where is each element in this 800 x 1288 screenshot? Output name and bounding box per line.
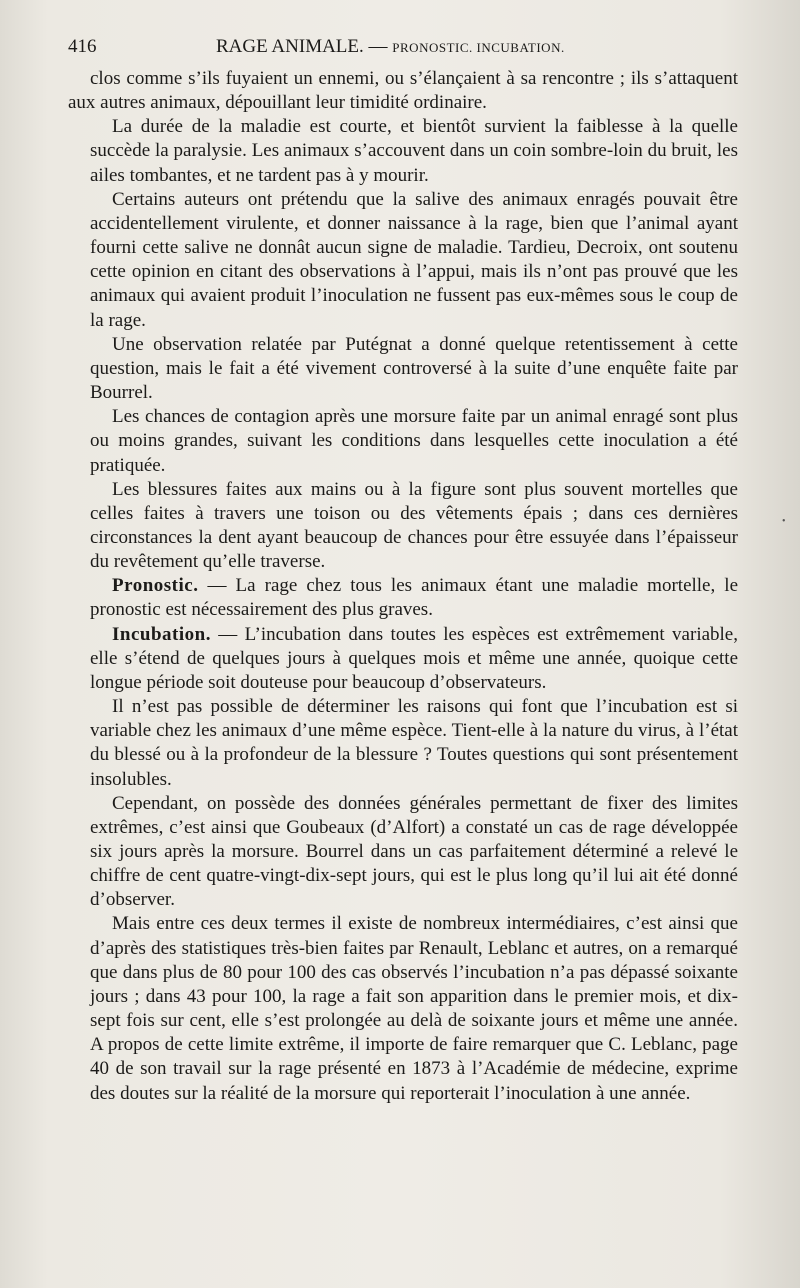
paragraph-text: La durée de la maladie est courte, et bientôt survient la faiblesse à la quelle succède la paralysie. Les animaux s’accouvent dans un coin sombre-loin du bruit, les ailes tombantes, et ne tardent pas à y mourir.	[90, 116, 738, 186]
running-subtitle: PRONOSTIC. INCUBATION.	[392, 40, 565, 55]
paragraph-text: Les chances de contagion après une morsure faite par un animal enragé sont plus ou moins grandes, suivant les conditions dans lesquelles cette inoculation a été pratiquée.	[90, 406, 738, 476]
paragraph-2	[90, 115, 738, 187]
section-heading-incubation: Incubation.	[112, 623, 211, 645]
paragraph-5	[90, 405, 738, 477]
paragraph-6	[90, 478, 738, 575]
paragraph-11	[90, 912, 738, 1105]
paragraph-3	[90, 188, 738, 333]
paragraph-text: — L’incubation dans toutes les espèces est extrêmement variable, elle s’étend de quelques jours à quelques mois et même une année, quoique cette longue période soit douteuse pour beaucoup d’observateurs.	[90, 623, 738, 693]
running-title-main: RAGE ANIMALE.	[216, 36, 364, 57]
running-title	[216, 34, 565, 61]
paragraph-1	[68, 67, 738, 115]
page-number: 416	[68, 36, 97, 57]
body-text	[68, 67, 738, 1106]
section-heading-pronostic: Pronostic.	[112, 575, 199, 597]
paragraph-text: Mais entre ces deux termes il existe de nombreux intermédiaires, c’est ainsi que d’après des statistiques très-bien faites par Renault, Leblanc et autres, on a remarqué que dans plus de 80 pour 100 des cas observés l’incubation n’a pas dépassé soixante jours ; dans 43 pour 100, la rage a fait son apparition dans le premier mois, et dix-sept fois sur cent, elle s’est prolongée au delà de soixante jours et même une année. A propos de cette limite extrême, il importe de faire remarquer que C. Leblanc, page 40 de son travail sur la rage présenté en 1873 à l’Académie de médecine, exprime des doutes sur la réalité de la morsure qui reporterait l’inoculation à une année.	[90, 913, 738, 1104]
paragraph-text: — La rage chez tous les animaux étant une maladie mortelle, le pronostic est nécessairement des plus graves.	[90, 575, 738, 621]
paragraph-text: Certains auteurs ont prétendu que la salive des animaux enragés pouvait être accidentellement virulente, et donner naissance à la rage, bien que l’animal ayant fourni cette salive ne donnât aucun signe de maladie. Tardieu, Decroix, ont soutenu cette opinion en citant des observations à l’appui, mais ils n’ont pas prouvé que les animaux qui avaient produit l’inoculation ne fussent pas eux-mêmes sous le coup de la rage.	[90, 188, 738, 331]
paragraph-9	[90, 695, 738, 792]
paragraph-10	[90, 792, 738, 913]
running-title-dash: —	[368, 36, 388, 57]
paragraph-pronostic	[90, 574, 738, 622]
paragraph-incubation	[90, 623, 738, 695]
paragraph-4	[90, 333, 738, 405]
paragraph-text: Une observation relatée par Putégnat a donné quelque retentissement à cette question, mais le fait a été vivement controversé à la suite d’une enquête faite par Bourrel.	[90, 333, 738, 404]
running-header	[68, 34, 732, 60]
paragraph-text: Les blessures faites aux mains ou à la figure sont plus souvent mortelles que celles faites à travers une toison ou des vêtements épais ; dans ces dernières circonstances la dent ayant beaucoup de chances pour être essuyée dans l’épaisseur du revêtement qu’elle traverse.	[90, 478, 738, 573]
print-speck: •	[782, 516, 786, 527]
paragraph-text: Il n’est pas possible de déterminer les raisons qui font que l’incubation est si variable chez les animaux d’une même espèce. Tient-elle à la nature du virus, à l’état du blessé ou à la profondeur de la blessure ? Toutes questions qui sont présentement insolubles.	[90, 696, 738, 790]
paragraph-text: clos comme s’ils fuyaient un ennemi, ou s’élançaient à sa rencontre ; ils s’attaquent aux autres animaux, dépouillant leur timidité ordinaire.	[68, 68, 738, 114]
paragraph-text: Cependant, on possède des données générales permettant de fixer des limites extrêmes, c’est ainsi que Goubeaux (d’Alfort) a constaté un cas de rage développée six jours après la morsure. Bourrel dans un cas parfaitement déterminé a relevé le chiffre de cent quatre-vingt-dix-sept jours, qui est le plus long qu’il lui ait été donné d’observer.	[90, 792, 738, 911]
